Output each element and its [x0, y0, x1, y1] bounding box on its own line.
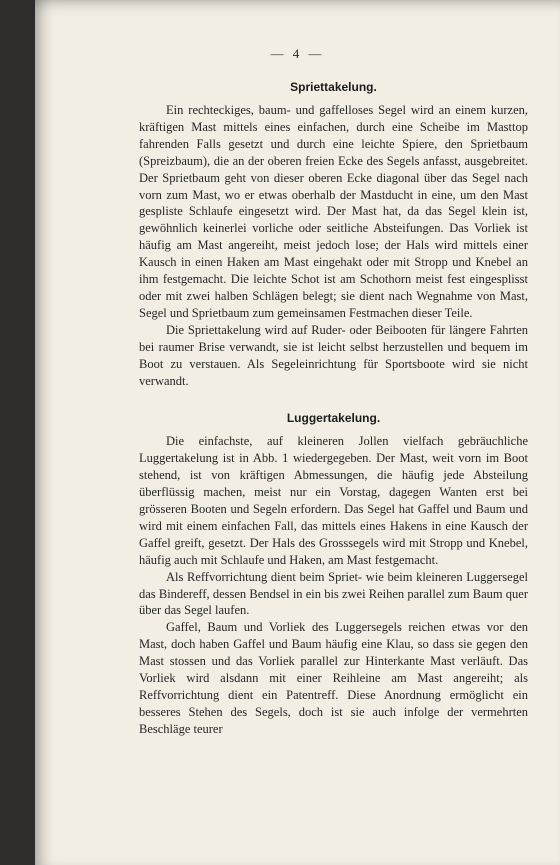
section-luggertakelung [139, 411, 528, 737]
section-heading: Luggertakelung. [286, 411, 381, 426]
section-heading: Spriettakelung. [290, 80, 377, 94]
paragraph: Als Reffvorrichtung dient beim Spriet- wie beim kleineren Luggersegel das Bindereff, dessen Bendsel in ein bis zwei Reihen parallel zum Baum quer über das Segel laufen. [139, 569, 528, 618]
document-page [35, 0, 560, 865]
paragraph: Die einfachste, auf kleineren Jollen vielfach gebräuchliche Luggertakelung ist in Abb. 1 wiedergegeben. Der Mast, weit vorn im Boot stehend, ist von kräftigen Abmessungen, die häufig jede Absteilung überflüssig machen, meist nur ein Vorstag, dagegen Wanten erst bei grösseren Booten und Segeln erfordern. Das Segel hat Gaffel und Baum und wird mit einem einfachen Fall, das mittels eines Hakens in eine Kausch der Gaffel greift, gesetzt. Der Hals des Grosssegels wird mit Stropp und Knebel, häufig auch mit Schlaufe und Haken, am Mast festgemacht. [139, 434, 528, 567]
paragraph: Gaffel, Baum und Vorliek des Luggersegels reichen etwas vor den Mast, doch haben Gaffel und Baum häufig eine Klau, so dass sie gegen den Mast stossen und das Vorliek parallel zur Hinterkante Mast verläuft. Das Vorliek wird alsdann mit einer Reihleine am Mast angereiht; als Reffvorrichtung dient ein Patentreff. Diese Anordnung ermöglicht ein besseres Stehen des Segels, doch ist sie auch infolge der vermehrten Beschläge teurer [139, 620, 528, 736]
page-number: — 4 — [270, 46, 325, 61]
page-content [139, 64, 528, 738]
paragraph: Die Spriettakelung wird auf Ruder- oder Beibooten für längere Fahrten bei raumer Brise verwandt, sie ist leicht selbst herzustellen und bequem im Boot zu verstauen. Als Segeleinrichtung für Sportsboote wird sie nicht verwandt. [139, 322, 528, 388]
paragraph: Ein rechteckiges, baum- und gaffelloses Segel wird an einem kurzen, kräftigen Mast mittels eines einfachen, durch eine Scheibe im Masttop fahrenden Falls gesetzt und durch eine leichte Spiere, den Sprietbaum (Spreizbaum), die an der oberen freien Ecke des Segels anfasst, ausgebreitet. Der Sprietbaum geht von dieser oberen Ecke diagonal über das Segel nach vorn zum Mast, wo er etwas oberhalb der Mastducht in eine, um den Mast gespliste Schlaufe eingesetzt wird. Der Mast hat, da das Segel klein ist, gewöhnlich keinerlei vorliche oder seitliche Absteifungen. Das Vorliek ist häufig am Mast angereiht, meist jedoch lose; der Hals wird mittels einer Kausch in einen Haken am Mast eingehakt oder mit Stropp und Knebel an ihm festgemacht. Die leichte Schot ist am Schothorn meist fest eingesplisst oder mit zwei halben Schlägen belegt; sie dient nach Wegnahme von Mast, Segel und Sprietbaum zum gemeinsamen Festmachen dieser Teile. [139, 103, 528, 320]
section-spriettakelung [139, 80, 528, 389]
